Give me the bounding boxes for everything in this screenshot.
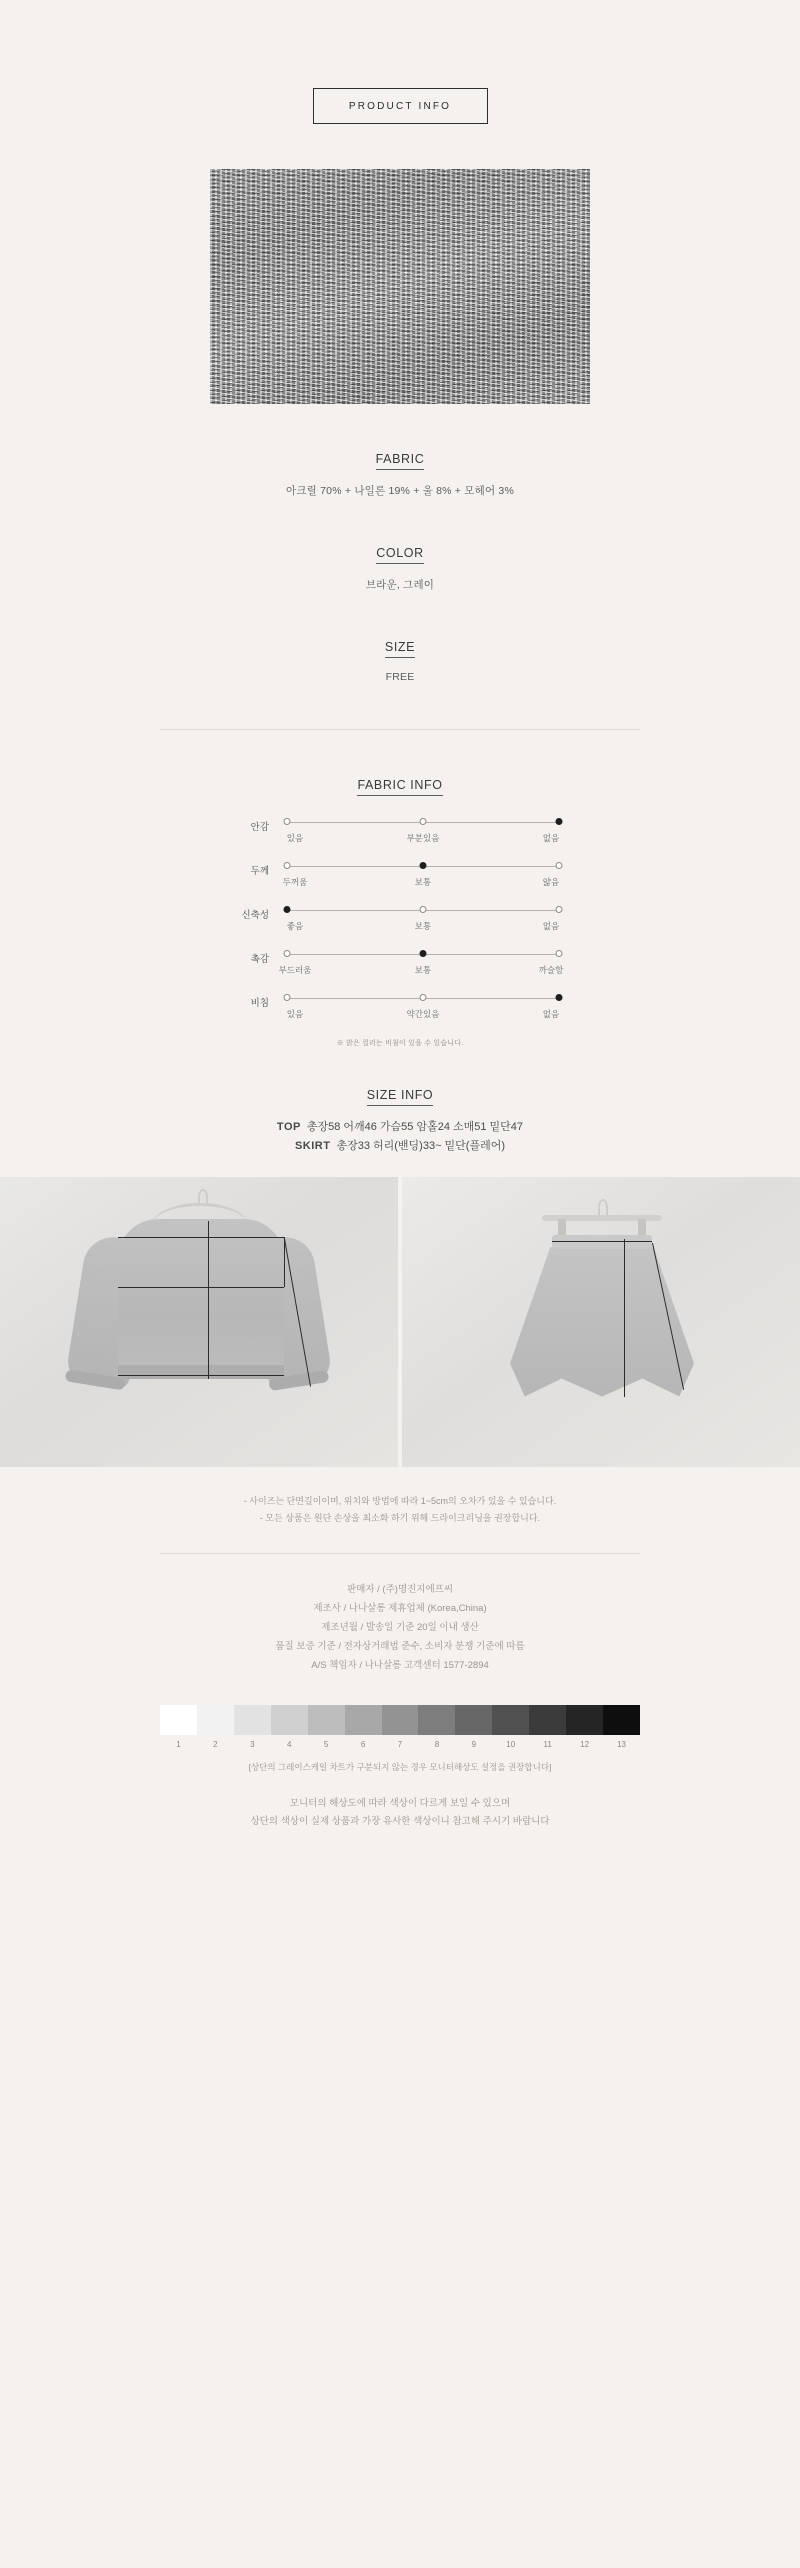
product-detail-page	[0, 88, 800, 1871]
product-info-badge: PRODUCT INFO	[313, 88, 488, 124]
skirt-clip-left	[558, 1219, 566, 1235]
skirt-hanger-hook-icon	[598, 1199, 608, 1217]
fabric-info-scale	[281, 862, 565, 888]
fabric-info-captions	[281, 876, 565, 888]
grayscale-number: 6	[360, 1739, 366, 1749]
grayscale-swatch	[492, 1705, 529, 1735]
fabric-info-captions	[278, 964, 565, 976]
fabric-info-row	[235, 994, 565, 1020]
grayscale-swatch	[197, 1705, 234, 1735]
fabric-info-tick-selected	[420, 862, 427, 869]
grayscale-note: [상단의 그레이스케일 차트가 구분되지 않는 경우 모니터해상도 설정을 권장합니다]	[248, 1761, 552, 1772]
fabric-info-ticks	[281, 906, 565, 916]
seller-info-line: 제조사 / 나나살롱 제휴업체 (Korea,China)	[313, 1602, 487, 1614]
fabric-info-row-label: 비침	[250, 998, 269, 1009]
fabric-info-caption: 있음	[286, 1009, 304, 1019]
fabric-info-row-label: 안감	[250, 822, 269, 833]
size-info-row-name: SKIRT	[294, 1140, 331, 1153]
size-spec-title: SIZE	[385, 640, 415, 658]
grayscale-swatch	[418, 1705, 455, 1735]
grayscale-swatch	[455, 1705, 492, 1735]
seller-info-line: 품질 보증 기준 / 전자상거래법 준수, 소비자 분쟁 기준에 따름	[275, 1640, 525, 1652]
grayscale-swatch	[566, 1705, 603, 1735]
grayscale-swatch	[271, 1705, 308, 1735]
fabric-info-tick	[420, 818, 427, 825]
seller-info-line: 판매자 / (주)명진지에프씨	[346, 1583, 454, 1595]
seller-info-line: A/S 책임자 / 나나살롱 고객센터 1577-2894	[311, 1659, 489, 1671]
fabric-info-captions	[281, 920, 565, 932]
grayscale-number: 13	[617, 1739, 626, 1749]
waist-measure-line	[552, 1241, 652, 1242]
grayscale-number: 11	[543, 1739, 552, 1749]
fabric-info-captions	[281, 832, 565, 844]
grayscale-numbers	[160, 1740, 640, 1749]
seller-info-line: 제조년월 / 발송일 기준 20일 이내 생산	[321, 1621, 479, 1633]
fabric-info-caption: 없음	[542, 921, 560, 931]
fabric-info-tick	[556, 862, 563, 869]
grayscale-number: 10	[506, 1739, 516, 1749]
grayscale-bar	[160, 1705, 640, 1735]
size-info-row	[0, 1137, 800, 1156]
fabric-info-caption: 없음	[542, 1009, 560, 1019]
grayscale-swatch	[308, 1705, 345, 1735]
skirt-waistband	[552, 1235, 652, 1249]
fabric-info-title	[0, 778, 800, 792]
product-info-header	[0, 88, 800, 124]
hem-measure-line	[118, 1375, 284, 1376]
grayscale-swatch	[603, 1705, 640, 1735]
grayscale-swatch	[529, 1705, 566, 1735]
color-spec-title: COLOR	[376, 546, 423, 564]
fabric-spec-value: 아크릴 70% + 나일론 19% + 울 8% + 모헤어 3%	[286, 485, 514, 497]
size-info-row-name: TOP	[276, 1121, 301, 1133]
fabric-info-tick	[420, 994, 427, 1001]
color-disclaimer	[0, 1795, 800, 1871]
measurement-note: - 사이즈는 단면길이이며, 위치와 방법에 따라 1~5cm의 오차가 있을 수 있습니다.	[243, 1495, 557, 1506]
skirt-body	[510, 1247, 694, 1397]
sweater-body	[118, 1219, 284, 1379]
fabric-info-tick	[556, 950, 563, 957]
grayscale-number: 3	[250, 1739, 255, 1749]
size-info-row	[0, 1118, 800, 1137]
grayscale-swatch	[345, 1705, 382, 1735]
color-disclaimer-line: 상단의 색상이 실제 상품과 가장 유사한 색상이니 참고해 주시기 바랍니다	[250, 1815, 550, 1827]
fabric-info-row-label: 두께	[250, 866, 269, 877]
fabric-info-note: ※ 밝은 컬러는 비침이 있을 수 있습니다.	[336, 1040, 464, 1047]
skirt-length-measure-line	[624, 1239, 625, 1397]
grayscale-swatch	[234, 1705, 271, 1735]
fabric-info-scale	[281, 906, 565, 932]
fabric-info-scale	[281, 818, 565, 844]
grayscale-swatch	[382, 1705, 419, 1735]
chest-measure-line	[118, 1287, 284, 1288]
grayscale-number: 5	[323, 1739, 329, 1749]
length-measure-line	[208, 1221, 209, 1379]
size-info-title-text: SIZE INFO	[367, 1088, 434, 1106]
fabric-info-row-label: 신축성	[241, 910, 269, 921]
sweater-left-cuff	[65, 1369, 126, 1390]
fabric-info-caption: 약간있음	[406, 1009, 440, 1019]
size-info-row-value: 총장58 어깨46 가슴55 암홀24 소매51 밑단47	[306, 1121, 524, 1133]
fabric-info-caption: 보통	[414, 877, 432, 887]
fabric-info-caption: 부드러움	[278, 965, 312, 975]
fabric-info-scale	[278, 950, 565, 976]
fabric-info-tick	[284, 950, 291, 957]
measurement-notes	[0, 1493, 800, 1527]
fabric-info-row-label: 촉감	[250, 954, 269, 965]
grayscale-number: 2	[213, 1739, 218, 1749]
fabric-info-caption: 없음	[542, 833, 560, 843]
fabric-info-tick	[284, 994, 291, 1001]
fabric-info-row	[235, 862, 565, 888]
grayscale-number: 7	[397, 1739, 403, 1749]
fabric-info-tick	[420, 906, 427, 913]
grayscale-number: 12	[580, 1739, 590, 1749]
fabric-info-tick	[284, 862, 291, 869]
size-spec-value: FREE	[385, 671, 415, 683]
fabric-info-row	[235, 818, 565, 844]
fabric-info-tick-selected	[420, 950, 427, 957]
fabric-info-rows	[235, 818, 565, 1020]
fabric-info-section	[0, 778, 800, 1048]
fabric-info-tick-selected	[284, 906, 291, 913]
sweater-measurement-photo	[0, 1177, 398, 1467]
fabric-info-tick-selected	[556, 818, 563, 825]
fabric-info-tick	[556, 906, 563, 913]
size-info-title	[0, 1088, 800, 1102]
fabric-info-ticks	[281, 862, 565, 872]
fabric-info-caption: 보통	[414, 965, 432, 975]
fabric-info-ticks	[281, 994, 565, 1004]
sweater-hem	[118, 1365, 284, 1379]
fabric-spec-title: FABRIC	[376, 452, 425, 470]
fabric-swatch-image	[210, 169, 590, 404]
fabric-info-row	[235, 906, 565, 932]
fabric-info-caption: 좋음	[286, 921, 304, 931]
fabric-info-ticks	[281, 950, 565, 960]
fabric-info-tick-selected	[556, 994, 563, 1001]
fabric-spec	[0, 450, 800, 498]
size-info-row-value: 총장33 허리(밴딩)33~ 밑단(플레어)	[336, 1140, 506, 1153]
color-spec	[0, 544, 800, 592]
fabric-info-caption: 부분있음	[406, 833, 440, 843]
size-info-lines	[0, 1118, 800, 1157]
grayscale-number: 8	[434, 1739, 440, 1749]
measurement-photos	[0, 1177, 800, 1467]
fabric-info-caption: 두꺼움	[282, 877, 308, 887]
seller-info	[0, 1580, 800, 1675]
fabric-info-ticks	[281, 818, 565, 828]
divider-2	[160, 1553, 640, 1554]
color-spec-value: 브라운, 그레이	[365, 579, 435, 591]
fabric-info-caption: 얇음	[542, 877, 560, 887]
fabric-info-captions	[281, 1008, 565, 1020]
grayscale-number: 4	[287, 1739, 292, 1749]
fabric-info-title-text: FABRIC INFO	[357, 778, 442, 796]
fabric-info-caption: 있음	[286, 833, 304, 843]
grayscale-chart	[160, 1705, 640, 1773]
grayscale-number: 9	[471, 1739, 477, 1749]
measurement-note: - 모든 상품은 원단 손상을 최소화 하기 위해 드라이크리닝을 권장합니다.	[259, 1512, 541, 1523]
color-disclaimer-line: 모니터의 해상도에 따라 색상이 다르게 보일 수 있으며	[289, 1797, 511, 1809]
fabric-info-scale	[281, 994, 565, 1020]
fabric-info-caption: 보통	[414, 921, 432, 931]
size-spec	[0, 638, 800, 683]
grayscale-number: 1	[176, 1739, 181, 1749]
skirt-measurement-photo	[402, 1177, 800, 1467]
fabric-info-caption: 까슬함	[538, 965, 564, 975]
skirt-clip-right	[638, 1219, 646, 1235]
divider-1	[160, 729, 640, 730]
fabric-info-row	[235, 950, 565, 976]
shoulder-measure-line	[118, 1237, 284, 1238]
size-info-section	[0, 1088, 800, 1157]
fabric-info-tick	[284, 818, 291, 825]
grayscale-swatch	[160, 1705, 197, 1735]
